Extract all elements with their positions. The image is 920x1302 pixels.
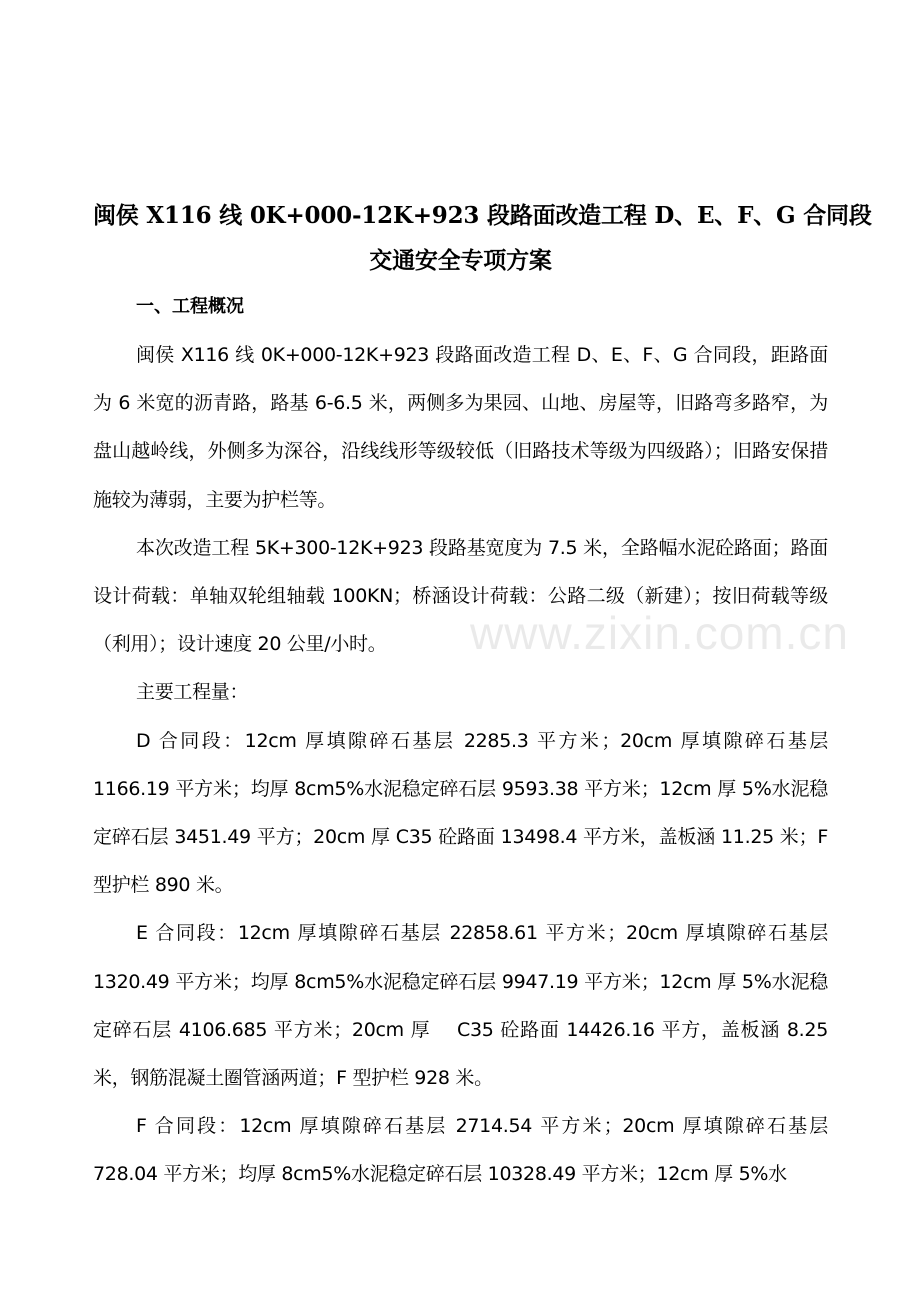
- paragraph-overview: 闽侯 X116 线 0K+000-12K+923 段路面改造工程 D、E、F、G 合同段，距路面为 6 米宽的沥青路，路基 6-6.5 米，两侧多为果园、山地、房屋等，旧路弯多路窄，为盘山越岭线，外侧多为深谷，沿线线形等级较低（旧路技术等级为四级路）；旧路安保措施较为薄弱，主要为护栏等。: [93, 344, 828, 511]
- title-line-2: 交通安全专项方案: [369, 247, 552, 274]
- paragraph-design-specs: 本次改造工程 5K+300-12K+923 段路基宽度为 7.5 米，全路幅水泥砼路面；路面设计荷载：单轴双轮组轴载 100KN；桥涵设计荷载：公路二级（新建）；按旧荷载等级（利用）；设计速度 20 公里/小时。: [93, 536, 828, 656]
- paragraph-quantities-heading: 主要工程量：: [136, 681, 249, 704]
- section-heading-overview: 一、工程概况: [136, 296, 244, 317]
- paragraph-contract-f: F 合同段：12cm 厚填隙碎石基层 2714.54 平方米；20cm 厚填隙碎石基层 728.04 平方米；均厚 8cm5%水泥稳定碎石层 10328.49 平方米；12cm 厚 5%水: [93, 1115, 828, 1186]
- watermark: www.zixin.com.cn: [470, 607, 849, 659]
- title-line-1: 闽侯 X116 线 0K+000-12K+923 段路面改造工程 D、E、F、G 合同段: [93, 202, 872, 229]
- paragraph-contract-d: D 合同段：12cm 厚填隙碎石基层 2285.3 平方米；20cm 厚填隙碎石基层 1166.19 平方米；均厚 8cm5%水泥稳定碎石层 9593.38 平方米；12cm 厚 5%水泥稳定碎石层 3451.49 平方；20cm 厚 C35 砼路面 13498.4 平方米，盖板涵 11.25 米；F 型护栏 890 米。: [93, 729, 828, 897]
- document-title: [93, 193, 872, 283]
- paragraph-contract-e: E 合同段：12cm 厚填隙碎石基层 22858.61 平方米；20cm 厚填隙碎石基层 1320.49 平方米；均厚 8cm5%水泥稳定碎石层 9947.19 平方米；12cm 厚 5%水泥稳定碎石层 4106.685 平方米；20cm 厚 C35 砼路面 14426.16 平方，盖板涵 8.25 米，钢筋混凝土圈管涵两道；F 型护栏 928 米。: [93, 922, 828, 1090]
